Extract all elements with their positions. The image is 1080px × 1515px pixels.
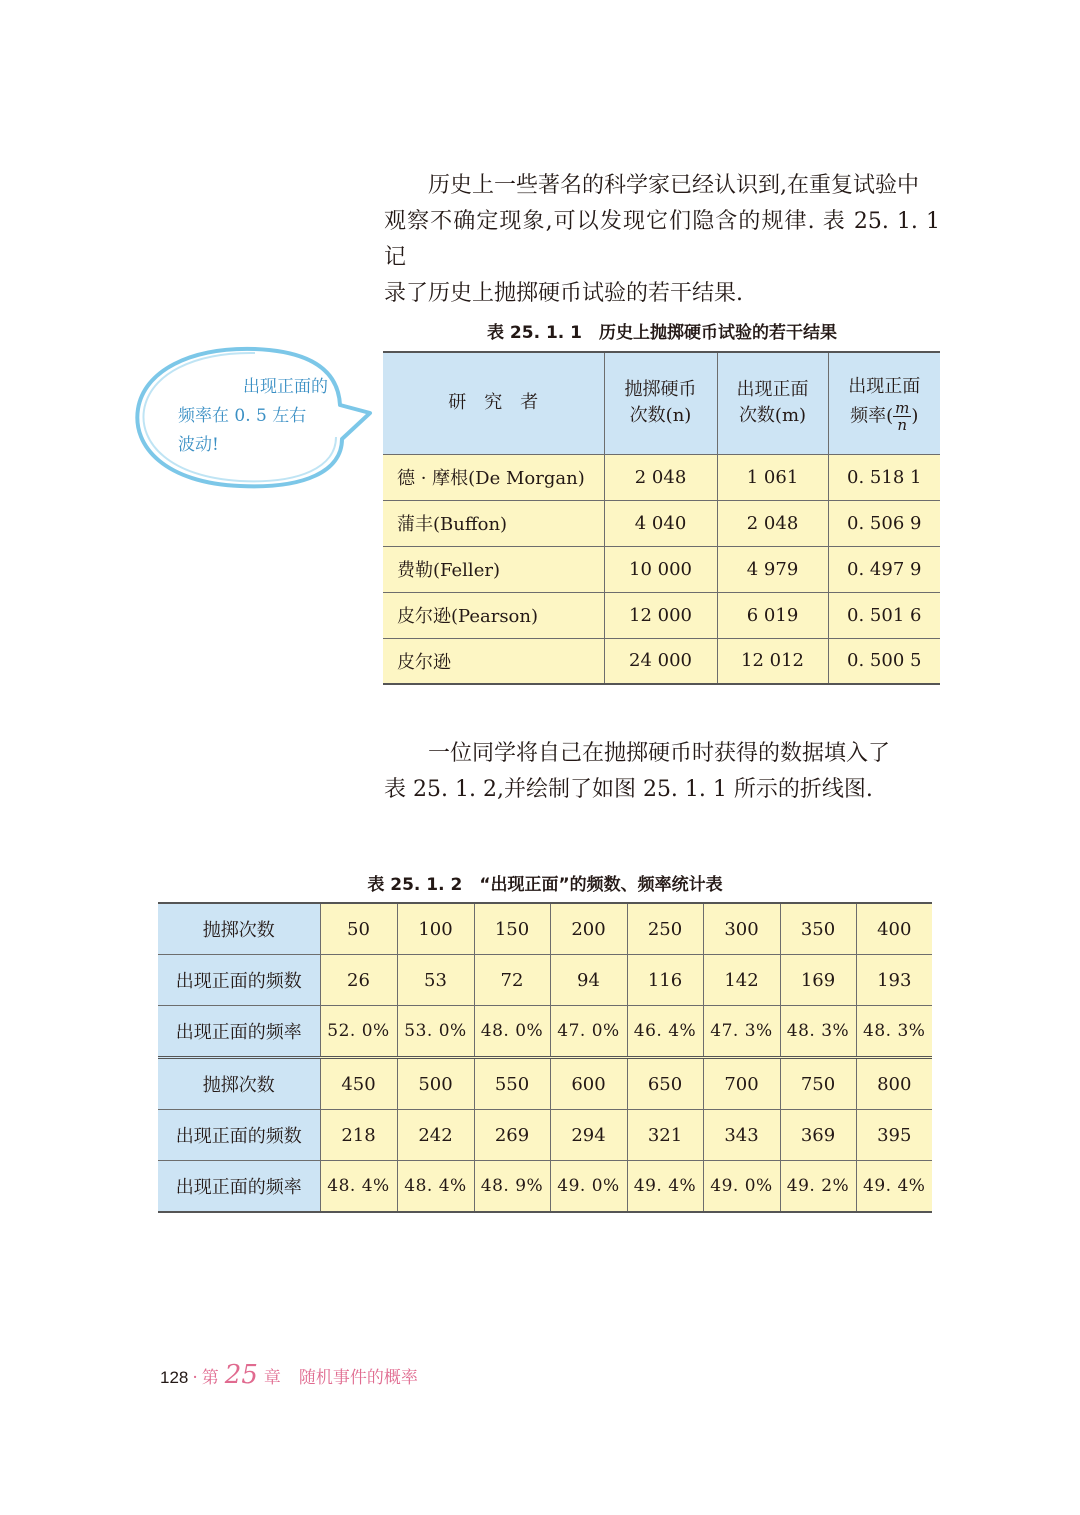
cell-frequency: 49. 0% — [703, 1161, 780, 1213]
table-caption: 表 25. 1. 1 历史上抛掷硬币试验的若干结果 — [487, 323, 837, 343]
cell-heads: 6 019 — [717, 592, 828, 638]
header-tosses: 抛掷硬币 次数(n) — [604, 352, 717, 454]
row-label-tosses: 抛掷次数 — [158, 903, 320, 955]
paragraph-line: 录了历史上抛掷硬币试验的若干结果. — [384, 281, 743, 306]
cell-heads: 2 048 — [717, 500, 828, 546]
cell-frequency: 49. 4% — [627, 1161, 703, 1213]
speech-bubble — [130, 343, 380, 493]
table-row-frequency — [158, 1006, 932, 1058]
cell-heads: 4 979 — [717, 546, 828, 592]
cell-tosses: 350 — [780, 903, 856, 955]
paragraph-line: 历史上一些著名的科学家已经认识到,在重复试验中 — [428, 173, 919, 198]
cell-researcher: 蒲丰(Buffon) — [383, 500, 604, 546]
cell-tosses: 600 — [550, 1058, 627, 1110]
cell-tosses: 450 — [320, 1058, 397, 1110]
header-frequency: 出现正面 频率( $\frac{m}{n}$ ) — [828, 352, 940, 454]
cell-tosses: 250 — [627, 903, 703, 955]
cell-tosses: 2 048 — [604, 454, 717, 500]
table-row-heads — [158, 955, 932, 1006]
cell-frequency: 0. 506 9 — [828, 500, 940, 546]
chapter-suffix: 章 — [263, 1368, 281, 1388]
cell-heads: 142 — [703, 955, 780, 1006]
cell-tosses: 150 — [474, 903, 550, 955]
cell-tosses: 800 — [856, 1058, 932, 1110]
table-row-frequency — [158, 1161, 932, 1213]
student-data-paragraph — [384, 736, 940, 808]
cell-tosses: 500 — [397, 1058, 474, 1110]
header-heads: 出现正面 次数(m) — [717, 352, 828, 454]
heads-frequency-table — [158, 902, 932, 1213]
cell-frequency: 49. 2% — [780, 1161, 856, 1213]
paragraph-line: 观察不确定现象,可以发现它们隐含的规律. 表 25. 1. 1 记 — [384, 209, 940, 270]
separator-dot: · — [192, 1368, 198, 1388]
cell-researcher: 费勒(Feller) — [383, 546, 604, 592]
header-researcher: 研 究 者 — [383, 352, 604, 454]
cell-heads: 94 — [550, 955, 627, 1006]
cell-frequency: 0. 501 6 — [828, 592, 940, 638]
cell-heads: 294 — [550, 1110, 627, 1161]
cell-researcher: 皮尔逊 — [383, 638, 604, 684]
table-row-tosses — [158, 903, 932, 955]
cell-tosses: 24 000 — [604, 638, 717, 684]
table-row — [383, 592, 940, 638]
cell-tosses: 12 000 — [604, 592, 717, 638]
cell-frequency: 49. 4% — [856, 1161, 932, 1213]
cell-tosses: 10 000 — [604, 546, 717, 592]
table-row-heads — [158, 1110, 932, 1161]
intro-paragraph — [384, 168, 940, 312]
table-caption: 表 25. 1. 2 “出现正面”的频数、频率统计表 — [367, 875, 723, 895]
cell-frequency: 0. 497 9 — [828, 546, 940, 592]
cell-heads: 369 — [780, 1110, 856, 1161]
table-header-row — [383, 352, 940, 454]
page-footer — [160, 1360, 418, 1390]
row-label-frequency: 出现正面的频率 — [158, 1161, 320, 1213]
cell-frequency: 48. 0% — [474, 1006, 550, 1058]
cell-heads: 395 — [856, 1110, 932, 1161]
paragraph-line: 表 25. 1. 2,并绘制了如图 25. 1. 1 所示的折线图. — [384, 777, 873, 802]
cell-frequency: 48. 4% — [397, 1161, 474, 1213]
cell-tosses: 4 040 — [604, 500, 717, 546]
cell-tosses: 300 — [703, 903, 780, 955]
cell-heads: 1 061 — [717, 454, 828, 500]
cell-heads: 321 — [627, 1110, 703, 1161]
bubble-line: 波动! — [178, 435, 219, 455]
chapter-prefix: 第 — [201, 1368, 219, 1388]
cell-heads: 242 — [397, 1110, 474, 1161]
cell-frequency: 52. 0% — [320, 1006, 397, 1058]
cell-tosses: 700 — [703, 1058, 780, 1110]
bubble-line: 频率在 0. 5 左右 — [178, 406, 307, 426]
cell-heads: 169 — [780, 955, 856, 1006]
cell-heads: 116 — [627, 955, 703, 1006]
cell-tosses: 650 — [627, 1058, 703, 1110]
cell-frequency: 48. 4% — [320, 1161, 397, 1213]
row-label-heads: 出现正面的频数 — [158, 955, 320, 1006]
cell-frequency: 46. 4% — [627, 1006, 703, 1058]
cell-heads: 26 — [320, 955, 397, 1006]
row-label-heads: 出现正面的频数 — [158, 1110, 320, 1161]
cell-heads: 72 — [474, 955, 550, 1006]
coin-toss-history-table — [383, 351, 940, 685]
cell-frequency: 0. 500 5 — [828, 638, 940, 684]
cell-heads: 12 012 — [717, 638, 828, 684]
bubble-line: 出现正面的 — [243, 377, 328, 397]
cell-frequency: 47. 0% — [550, 1006, 627, 1058]
page-number: 128 — [160, 1368, 189, 1387]
cell-frequency: 0. 518 1 — [828, 454, 940, 500]
table-row — [383, 546, 940, 592]
cell-tosses: 400 — [856, 903, 932, 955]
fraction-m-over-n: $\frac{m}{n}$ — [895, 398, 910, 434]
cell-heads: 193 — [856, 955, 932, 1006]
chapter-number: 25 — [224, 1360, 258, 1390]
table-row — [383, 500, 940, 546]
cell-heads: 53 — [397, 955, 474, 1006]
cell-tosses: 100 — [397, 903, 474, 955]
cell-frequency: 48. 9% — [474, 1161, 550, 1213]
cell-frequency: 47. 3% — [703, 1006, 780, 1058]
cell-tosses: 50 — [320, 903, 397, 955]
cell-tosses: 750 — [780, 1058, 856, 1110]
cell-heads: 269 — [474, 1110, 550, 1161]
row-label-tosses: 抛掷次数 — [158, 1058, 320, 1110]
table-row — [383, 638, 940, 684]
cell-heads: 343 — [703, 1110, 780, 1161]
cell-frequency: 48. 3% — [780, 1006, 856, 1058]
cell-heads: 218 — [320, 1110, 397, 1161]
cell-frequency: 53. 0% — [397, 1006, 474, 1058]
table-row — [383, 454, 940, 500]
cell-researcher: 德 · 摩根(De Morgan) — [383, 454, 604, 500]
chapter-title: 随机事件的概率 — [298, 1368, 418, 1388]
cell-researcher: 皮尔逊(Pearson) — [383, 592, 604, 638]
cell-frequency: 48. 3% — [856, 1006, 932, 1058]
cell-tosses: 200 — [550, 903, 627, 955]
table-row-tosses — [158, 1058, 932, 1110]
paragraph-line: 一位同学将自己在抛掷硬币时获得的数据填入了 — [428, 741, 891, 766]
cell-tosses: 550 — [474, 1058, 550, 1110]
cell-frequency: 49. 0% — [550, 1161, 627, 1213]
row-label-frequency: 出现正面的频率 — [158, 1006, 320, 1058]
